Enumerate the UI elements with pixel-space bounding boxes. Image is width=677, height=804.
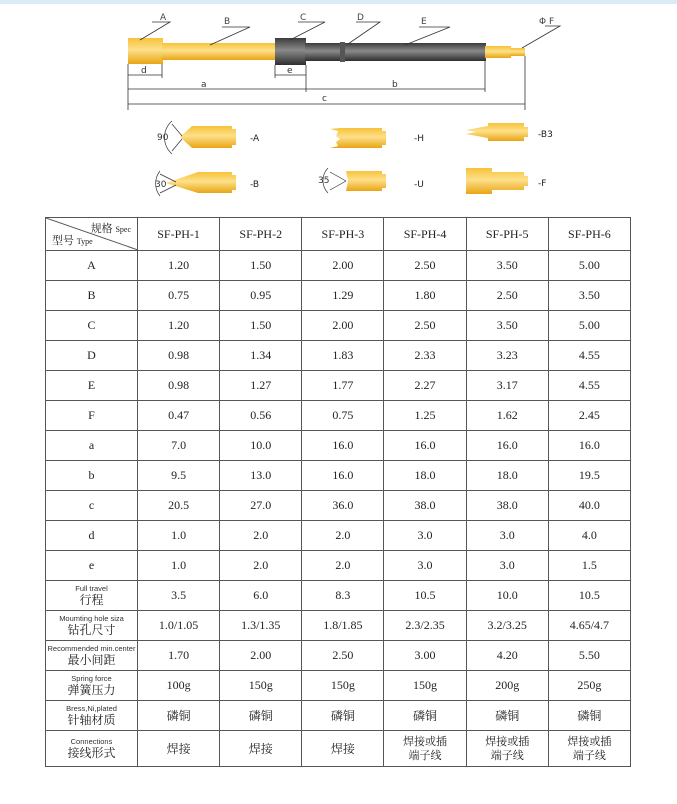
table-cell: 0.56 xyxy=(220,401,302,431)
type-header: 型号 Type xyxy=(52,235,93,247)
spec-header: 规格 Spec xyxy=(90,223,131,235)
table-row xyxy=(46,731,631,767)
dim-d: d xyxy=(141,66,147,76)
probe-diagram xyxy=(0,0,677,215)
table-row xyxy=(46,671,631,701)
table-cell: 16.0 xyxy=(302,431,384,461)
table-cell: 10.5 xyxy=(384,581,466,611)
col-header: SF-PH-2 xyxy=(220,218,302,251)
table-cell: 焊接或插端子线 xyxy=(548,731,630,767)
row-label xyxy=(46,611,138,641)
table-cell: 1.29 xyxy=(302,281,384,311)
table-cell: 2.00 xyxy=(220,641,302,671)
col-header: SF-PH-1 xyxy=(138,218,220,251)
table-cell: 3.0 xyxy=(466,551,548,581)
table-cell: 3.50 xyxy=(466,251,548,281)
table-cell: 1.77 xyxy=(302,371,384,401)
table-cell: 2.50 xyxy=(302,641,384,671)
table-row xyxy=(46,521,631,551)
row-label: D xyxy=(46,341,138,371)
tip-type-F: -F xyxy=(538,179,547,189)
table-cell: 4.55 xyxy=(548,341,630,371)
table-cell: 2.50 xyxy=(384,311,466,341)
table-cell: 5.00 xyxy=(548,251,630,281)
table-cell: 磷铜 xyxy=(466,701,548,731)
row-label xyxy=(46,671,138,701)
row-label: A xyxy=(46,251,138,281)
table-cell: 1.83 xyxy=(302,341,384,371)
row-label: C xyxy=(46,311,138,341)
table-cell: 1.0 xyxy=(138,551,220,581)
table-cell: 150g xyxy=(384,671,466,701)
table-row xyxy=(46,371,631,401)
table-row xyxy=(46,401,631,431)
table-cell: 焊接或插端子线 xyxy=(384,731,466,767)
table-cell: 3.0 xyxy=(384,521,466,551)
table-cell: 0.75 xyxy=(302,401,384,431)
row-label xyxy=(46,641,138,671)
table-cell: 16.0 xyxy=(302,461,384,491)
tip-type-A: -A xyxy=(250,134,260,144)
table-cell: 2.45 xyxy=(548,401,630,431)
table-cell: 1.27 xyxy=(220,371,302,401)
row-label: d xyxy=(46,521,138,551)
table-cell: 焊接 xyxy=(302,731,384,767)
label-C: C xyxy=(300,13,307,23)
tip-u-drawing xyxy=(323,168,386,193)
tip-type-B3: -B3 xyxy=(538,130,553,140)
dim-b: b xyxy=(392,80,398,90)
row-label-cn: 接线形式 xyxy=(67,746,116,760)
property-rows xyxy=(46,581,631,767)
table-cell: 磷铜 xyxy=(548,701,630,731)
table-cell: 38.0 xyxy=(466,491,548,521)
table-cell: 磷铜 xyxy=(384,701,466,731)
table-cell: 焊接 xyxy=(138,731,220,767)
table-cell: 10.0 xyxy=(466,581,548,611)
table-cell: 3.0 xyxy=(384,551,466,581)
table-cell: 4.65/4.7 xyxy=(548,611,630,641)
dim-a: a xyxy=(201,80,207,90)
table-cell: 3.50 xyxy=(548,281,630,311)
spec-table xyxy=(45,217,631,767)
table-cell: 27.0 xyxy=(220,491,302,521)
table-cell: 2.3/2.35 xyxy=(384,611,466,641)
table-row xyxy=(46,341,631,371)
table-cell: 1.20 xyxy=(138,311,220,341)
table-cell: 10.5 xyxy=(548,581,630,611)
label-phiF: Φ F xyxy=(539,17,555,27)
row-label-cn: 钻孔尺寸 xyxy=(67,623,116,637)
table-cell: 0.75 xyxy=(138,281,220,311)
row-label-cn: 针轴材质 xyxy=(67,713,116,727)
probe-body xyxy=(128,38,525,65)
dimension-rows xyxy=(46,251,631,581)
row-label-en: Full travel xyxy=(75,584,108,593)
table-cell: 3.0 xyxy=(466,521,548,551)
table-cell: 13.0 xyxy=(220,461,302,491)
table-cell: 40.0 xyxy=(548,491,630,521)
table-row xyxy=(46,461,631,491)
table-cell: 16.0 xyxy=(384,431,466,461)
table-cell: 200g xyxy=(466,671,548,701)
table-cell: 1.70 xyxy=(138,641,220,671)
table-cell: 0.95 xyxy=(220,281,302,311)
row-label-cn: 弹簧压力 xyxy=(67,683,116,697)
table-cell: 20.5 xyxy=(138,491,220,521)
table-cell: 3.17 xyxy=(466,371,548,401)
table-cell: 38.0 xyxy=(384,491,466,521)
table-cell: 2.0 xyxy=(302,521,384,551)
table-cell: 4.55 xyxy=(548,371,630,401)
table-cell: 焊接或插端子线 xyxy=(466,731,548,767)
row-label-en: Spring force xyxy=(71,674,112,683)
label-B: B xyxy=(224,17,231,27)
table-cell: 100g xyxy=(138,671,220,701)
table-row xyxy=(46,551,631,581)
row-label xyxy=(46,731,138,767)
table-cell: 3.2/3.25 xyxy=(466,611,548,641)
table-cell: 1.0 xyxy=(138,521,220,551)
label-D: D xyxy=(357,13,364,23)
corner-header-cell xyxy=(46,218,138,251)
angle-90: 90 xyxy=(157,133,169,143)
table-cell: 16.0 xyxy=(548,431,630,461)
row-label-cn: 行程 xyxy=(79,593,104,607)
tip-type-U: -U xyxy=(414,180,424,190)
row-label xyxy=(46,701,138,731)
table-cell: 16.0 xyxy=(466,431,548,461)
row-label xyxy=(46,581,138,611)
table-cell: 5.00 xyxy=(548,311,630,341)
table-cell: 7.0 xyxy=(138,431,220,461)
table-cell: 19.5 xyxy=(548,461,630,491)
dim-c: c xyxy=(322,94,327,104)
table-cell: 9.5 xyxy=(138,461,220,491)
table-row xyxy=(46,701,631,731)
table-cell: 1.20 xyxy=(138,251,220,281)
table-cell: 2.33 xyxy=(384,341,466,371)
table-cell: 0.98 xyxy=(138,371,220,401)
angle-30: 30 xyxy=(155,180,167,190)
table-cell: 18.0 xyxy=(384,461,466,491)
dim-e: e xyxy=(287,66,293,76)
table-cell: 1.80 xyxy=(384,281,466,311)
row-label: b xyxy=(46,461,138,491)
table-cell: 5.50 xyxy=(548,641,630,671)
row-label-en: Moumting hole siza xyxy=(59,614,124,623)
table-cell: 2.0 xyxy=(220,521,302,551)
table-cell: 3.5 xyxy=(138,581,220,611)
tip-h-drawing xyxy=(330,128,386,148)
table-cell: 0.98 xyxy=(138,341,220,371)
table-cell: 0.47 xyxy=(138,401,220,431)
table-cell: 150g xyxy=(302,671,384,701)
table-cell: 焊接 xyxy=(220,731,302,767)
header-row xyxy=(46,218,631,251)
table-cell: 1.8/1.85 xyxy=(302,611,384,641)
label-A: A xyxy=(160,13,167,23)
table-row xyxy=(46,251,631,281)
table-cell: 4.0 xyxy=(548,521,630,551)
tip-a-drawing xyxy=(165,121,236,154)
table-cell: 3.50 xyxy=(466,311,548,341)
row-label: e xyxy=(46,551,138,581)
tip-b3-drawing xyxy=(466,123,528,141)
table-row xyxy=(46,311,631,341)
table-row xyxy=(46,431,631,461)
col-header: SF-PH-4 xyxy=(384,218,466,251)
table-cell: 4.20 xyxy=(466,641,548,671)
row-label-cn: 最小间距 xyxy=(67,653,116,667)
table-cell: 1.25 xyxy=(384,401,466,431)
row-label: F xyxy=(46,401,138,431)
table-cell: 1.5 xyxy=(548,551,630,581)
table-cell: 2.00 xyxy=(302,311,384,341)
table-row xyxy=(46,611,631,641)
table-cell: 1.62 xyxy=(466,401,548,431)
table-cell: 2.0 xyxy=(220,551,302,581)
table-cell: 1.3/1.35 xyxy=(220,611,302,641)
label-E: E xyxy=(421,17,427,27)
table-cell: 1.34 xyxy=(220,341,302,371)
tip-type-H: -H xyxy=(414,134,425,144)
table-cell: 10.0 xyxy=(220,431,302,461)
table-row xyxy=(46,281,631,311)
table-cell: 36.0 xyxy=(302,491,384,521)
table-cell: 6.0 xyxy=(220,581,302,611)
table-cell: 磷铜 xyxy=(220,701,302,731)
row-label: a xyxy=(46,431,138,461)
table-cell: 18.0 xyxy=(466,461,548,491)
col-header: SF-PH-5 xyxy=(466,218,548,251)
table-cell: 2.27 xyxy=(384,371,466,401)
table-row xyxy=(46,581,631,611)
table-row xyxy=(46,491,631,521)
tip-b-drawing xyxy=(156,171,236,196)
row-label-en: Recommended min.center xyxy=(47,644,136,653)
table-cell: 磷铜 xyxy=(302,701,384,731)
table-cell: 150g xyxy=(220,671,302,701)
table-cell: 1.0/1.05 xyxy=(138,611,220,641)
table-row xyxy=(46,641,631,671)
table-cell: 2.50 xyxy=(384,251,466,281)
row-label-en: Connections xyxy=(70,737,113,746)
table-cell: 2.00 xyxy=(302,251,384,281)
table-cell: 8.3 xyxy=(302,581,384,611)
row-label-en: Bress,Ni,plated xyxy=(66,704,117,713)
row-label: c xyxy=(46,491,138,521)
angle-35: 35 xyxy=(318,176,330,186)
tip-type-B: -B xyxy=(250,180,260,190)
table-cell: 250g xyxy=(548,671,630,701)
col-header: SF-PH-6 xyxy=(548,218,630,251)
table-cell: 2.0 xyxy=(302,551,384,581)
table-cell: 1.50 xyxy=(220,311,302,341)
col-header: SF-PH-3 xyxy=(302,218,384,251)
table-cell: 2.50 xyxy=(466,281,548,311)
table-cell: 3.23 xyxy=(466,341,548,371)
table-cell: 1.50 xyxy=(220,251,302,281)
row-label: E xyxy=(46,371,138,401)
table-cell: 磷铜 xyxy=(138,701,220,731)
table-cell: 3.00 xyxy=(384,641,466,671)
row-label: B xyxy=(46,281,138,311)
tip-f-drawing xyxy=(466,168,528,194)
